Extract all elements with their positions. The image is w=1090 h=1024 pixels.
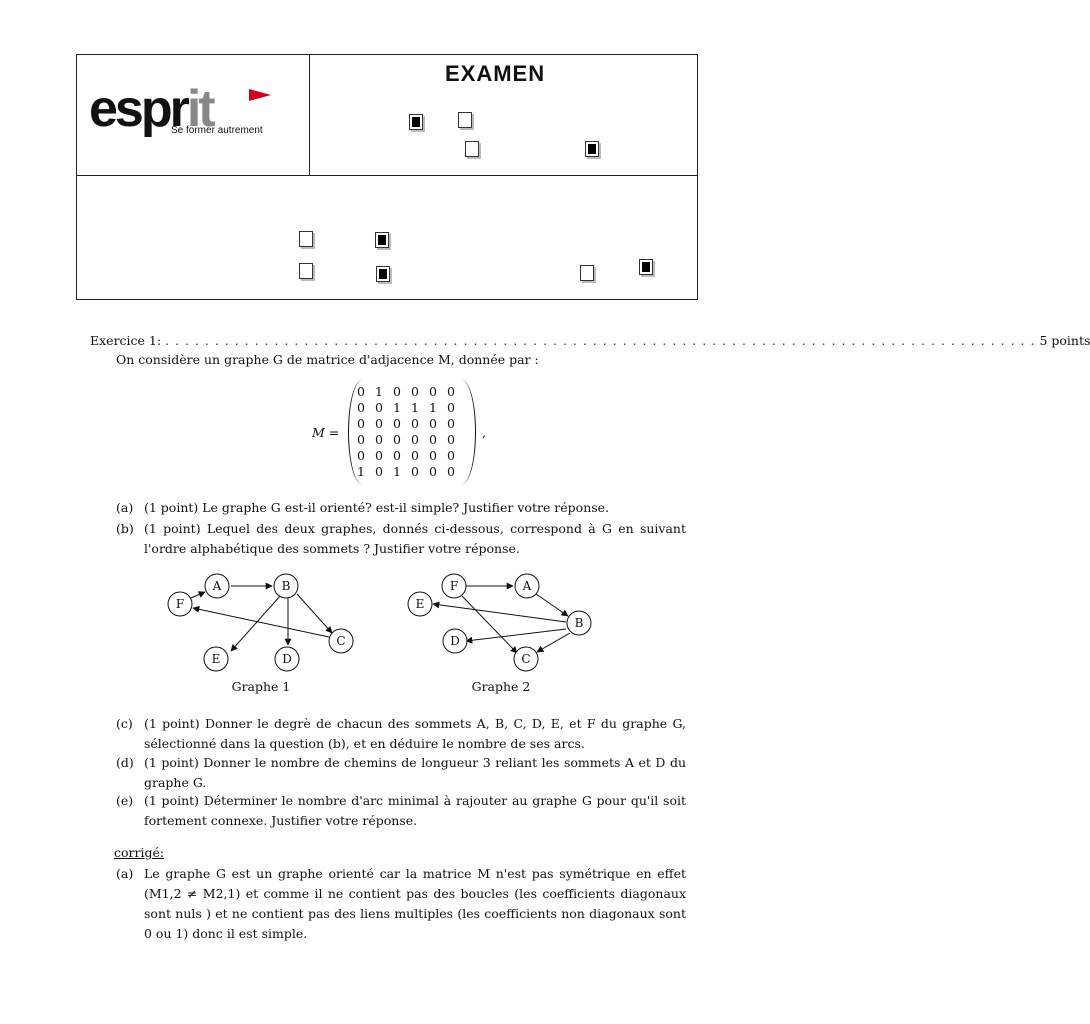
matrix-cell: 0	[375, 416, 383, 431]
g2-edge-B-D	[466, 629, 566, 641]
question-text: (1 point) Donner le nombre de chemins de longueur 3 reliant les sommets A et D du graphe G.	[144, 755, 686, 790]
g1-edge-B-E	[231, 595, 281, 651]
corrige-title: corrigé:	[114, 845, 165, 860]
question-text: (1 point) Le graphe G est-il orienté? est-il simple? Justifier votre réponse.	[144, 500, 610, 515]
question-e	[116, 791, 686, 831]
matrix-cell: 0	[429, 416, 437, 431]
exercise-points: 5 points	[1039, 333, 1090, 348]
matrix-cell: 0	[357, 432, 365, 447]
logo-accent: it	[186, 80, 213, 138]
matrix-cell: 0	[393, 448, 401, 463]
exercise-heading	[90, 331, 1090, 351]
g2-edge-A-B	[536, 594, 568, 616]
corrige-answer-a	[116, 864, 686, 944]
matrix-row	[357, 432, 465, 448]
adjacency-matrix	[348, 380, 476, 484]
matrix-cell: 0	[429, 432, 437, 447]
matrix-cell: 0	[447, 416, 455, 431]
checkbox-1[interactable]	[458, 112, 472, 128]
matrix-cell: 0	[375, 464, 383, 479]
checkbox-2[interactable]	[465, 141, 479, 157]
question-b	[116, 519, 686, 559]
checkbox-4[interactable]	[299, 263, 313, 279]
g2-node-label: E	[415, 597, 425, 611]
leader-dots: . . . . . . . . . . . . . . . . . . . . . . . . . . . . . . . . . . . . . . . . . . . . . . . . . . . . . . . . . . . . . . . . . . . . . . . . . . . . . . . . . . . . . . . .	[165, 333, 1036, 348]
checkbox-checked-5[interactable]	[639, 259, 653, 275]
graph2-caption: Graphe 2	[471, 679, 531, 694]
matrix-cell: 0	[375, 448, 383, 463]
question-label: (e)	[116, 793, 134, 808]
exercise-intro: On considère un graphe G de matrice d'adjacence M, donnée par :	[116, 352, 539, 367]
answer-text: Le graphe G est un graphe orienté car la matrice M n'est pas symétrique en effet (M1,2 ≠ M2,1) et comme il ne contient pas des boucles (les coefficients diagonaux sont nuls ) et ne contient pas des liens multiples (les coefficients non diagonaux sont 0 ou 1) donc il est simple.	[144, 866, 686, 941]
g1-node-label: D	[282, 652, 292, 666]
logo-flag-icon	[249, 89, 271, 101]
matrix-row	[357, 384, 465, 400]
g1-node-label: C	[336, 634, 346, 648]
g1-node-label: E	[211, 652, 221, 666]
checkbox-checked-4[interactable]	[376, 266, 390, 282]
matrix-row	[357, 464, 465, 480]
matrix-cell: 1	[357, 464, 365, 479]
matrix-cell: 0	[447, 432, 455, 447]
question-d	[116, 753, 686, 793]
g2-node-label: D	[450, 634, 460, 648]
g1-node-label: F	[175, 597, 185, 611]
matrix-cell: 0	[447, 384, 455, 399]
matrix-cell: 0	[357, 400, 365, 415]
matrix-row	[357, 448, 465, 464]
question-label: (a)	[116, 500, 134, 515]
g1-edge-F-A	[191, 592, 205, 598]
question-label: (b)	[116, 521, 134, 536]
g2-node-label: B	[574, 616, 584, 630]
question-text: (1 point) Lequel des deux graphes, donnés ci-dessous, correspond à G en suivant l'ordre alphabétique des sommets ? Justifier votre réponse.	[144, 521, 686, 556]
matrix-cell: 0	[393, 416, 401, 431]
question-text: (1 point) Donner le degrè de chacun des sommets A, B, C, D, E, et F du graphe G, sélectionné dans la question (b), et en déduire le nombre de ses arcs.	[144, 716, 686, 751]
question-label: (c)	[116, 716, 133, 731]
question-label: (d)	[116, 755, 134, 770]
question-text: (1 point) Déterminer le nombre d'arc minimal à rajouter au graphe G pour qu'il soit fortement connexe. Justifier votre réponse.	[144, 793, 686, 828]
checkbox-5[interactable]	[580, 265, 594, 281]
matrix-label: M =	[312, 425, 340, 440]
matrix-cell: 1	[411, 400, 419, 415]
exercise-title: Exercice 1:	[90, 333, 162, 348]
matrix-cell: 0	[447, 400, 455, 415]
logo-main: espr	[89, 80, 187, 138]
checkbox-3[interactable]	[299, 231, 313, 247]
matrix-cell: 0	[429, 448, 437, 463]
matrix-cell: 0	[375, 400, 383, 415]
question-c	[116, 714, 686, 754]
g1-edge-B-C	[297, 594, 332, 633]
matrix-cell: 0	[357, 384, 365, 399]
g2-edge-B-E	[433, 604, 566, 622]
exam-header	[76, 54, 698, 300]
checkbox-checked-1[interactable]	[409, 114, 423, 130]
matrix-cell: 0	[393, 384, 401, 399]
matrix-cell: 0	[357, 448, 365, 463]
exam-title: EXAMEN	[445, 61, 546, 86]
esprit-logo	[89, 80, 289, 143]
header-divider	[309, 55, 310, 175]
matrix-cell: 0	[447, 464, 455, 479]
graphs-figure	[150, 565, 610, 700]
matrix-comma: ,	[482, 425, 486, 440]
matrix-cell: 0	[375, 432, 383, 447]
matrix-cell: 0	[411, 448, 419, 463]
g1-node-label: A	[212, 579, 222, 593]
g2-edge-B-C	[537, 633, 570, 652]
matrix-cell: 1	[429, 400, 437, 415]
matrix-cell: 0	[411, 384, 419, 399]
matrix-cell: 1	[375, 384, 383, 399]
matrix-cell: 0	[411, 416, 419, 431]
g2-node-label: F	[449, 579, 459, 593]
checkbox-checked-2[interactable]	[585, 141, 599, 157]
matrix-row	[357, 400, 465, 416]
logo-tagline: Se former autrement	[171, 125, 263, 136]
g2-edge-F-C	[462, 596, 517, 653]
matrix-cell: 0	[411, 432, 419, 447]
matrix-row	[357, 416, 465, 432]
g1-node-label: B	[281, 579, 291, 593]
g2-node-label: A	[522, 579, 532, 593]
g1-edge-C-F	[193, 608, 329, 637]
matrix-cell: 0	[429, 384, 437, 399]
g2-node-label: C	[521, 652, 531, 666]
matrix-cell: 0	[357, 416, 365, 431]
graph1-caption: Graphe 1	[231, 679, 291, 694]
question-a	[116, 498, 686, 518]
answer-label: (a)	[116, 866, 134, 881]
matrix-cell: 0	[411, 464, 419, 479]
matrix-cell: 1	[393, 464, 401, 479]
matrix-cell: 0	[429, 464, 437, 479]
matrix-cell: 0	[447, 448, 455, 463]
matrix-cell: 0	[393, 432, 401, 447]
matrix-cell: 1	[393, 400, 401, 415]
checkbox-checked-3[interactable]	[375, 232, 389, 248]
